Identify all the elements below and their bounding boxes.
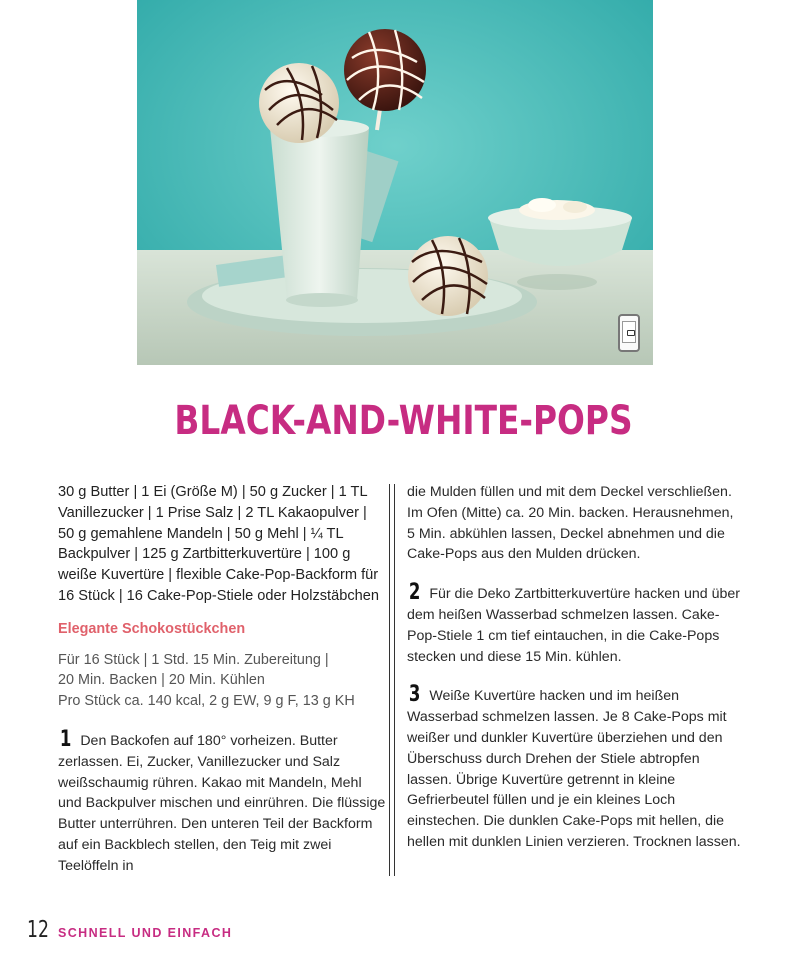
column-divider [389,484,395,876]
step-1-continued: die Mulden füllen und mit dem Deckel verschließen. Im Ofen (Mitte) ca. 20 Min. backen. Herausnehmen, 5 Min. abkühlen lassen, Deckel abnehmen und die Cake-Pops aus den Mulden drücken. [407,484,734,563]
meta-servings-time: Für 16 Stück | 1 Std. 15 Min. Zubereitung | [58,651,329,668]
ingredients-list: 30 g Butter | 1 Ei (Größe M) | 50 g Zucker | 1 TL Vanillezucker | 1 Prise Salz | 2 TL Kakaopulver | 50 g gemahlene Mandeln | 50 g Mehl | ¼ TL Backpulver | 125 g Zartbitterkuvertüre | 100 g weiße Kuvertüre | flexible Cake-Pop-Backform für 16 Stück | 16 Cake-Pop-Stiele oder Holzstäbchen [58,484,379,604]
step-3 [407,682,742,852]
recipe-photo [137,0,653,365]
step-number: 3 [408,682,421,708]
step-number: 1 [59,726,72,752]
step-text: Für die Deko Zartbitterkuvertüre hacken und über dem heißen Wasserbad schmelzen lassen. Cake-Pop-Stiele 1 cm tief eintauchen, in die Cake-Pops stecken und diese 15 Min. kühlen. [407,586,741,665]
cake-pops-illustration [137,0,653,365]
meta-nutrition: Pro Stück ca. 140 kcal, 2 g EW, 9 g F, 13 g KH [58,693,355,710]
left-column [58,482,386,877]
step-text: Den Backofen auf 180° vorheizen. Butter zerlassen. Ei, Zucker, Vanillezucker und Salz weißschaumig rühren. Kakao mit Mandeln, Mehl und Backpulver mischen und einrühren. Die flüssige Butter unterrühren. Den unteren Teil der Backform auf ein Backblech stellen, den Teig mit zwei Teelöffeln in [58,732,386,874]
page-number: 12 [27,917,49,943]
meta-baking-cooling: 20 Min. Backen | 20 Min. Kühlen [58,672,265,689]
step-text: Weiße Kuvertüre hacken und im heißen Wasserbad schmelzen lassen. Je 8 Cake-Pops mit weißer und dunkler Kuvertüre überziehen und den Überschuss durch Drehen der Stiele abtropfen lassen. Übrige Kuvertüre getrennt in kleine Gefrierbeutel füllen und je ein kleines Loch einstechen. Die dunklen Cake-Pops mit hellen, die hellen mit dunklen Linien verzieren. Trocknen lassen. [407,688,741,850]
section-label: SCHNELL UND EINFACH [58,926,233,940]
step-1 [58,726,386,877]
step-number: 2 [408,580,421,606]
smartphone-camera-icon [618,314,640,352]
recipe-meta [58,650,386,712]
recipe-title: BLACK-AND-WHITE-POPS [174,398,633,444]
right-column [407,482,742,853]
step-2 [407,580,742,667]
recipe-subtitle: Elegante Schokostückchen [58,620,246,637]
